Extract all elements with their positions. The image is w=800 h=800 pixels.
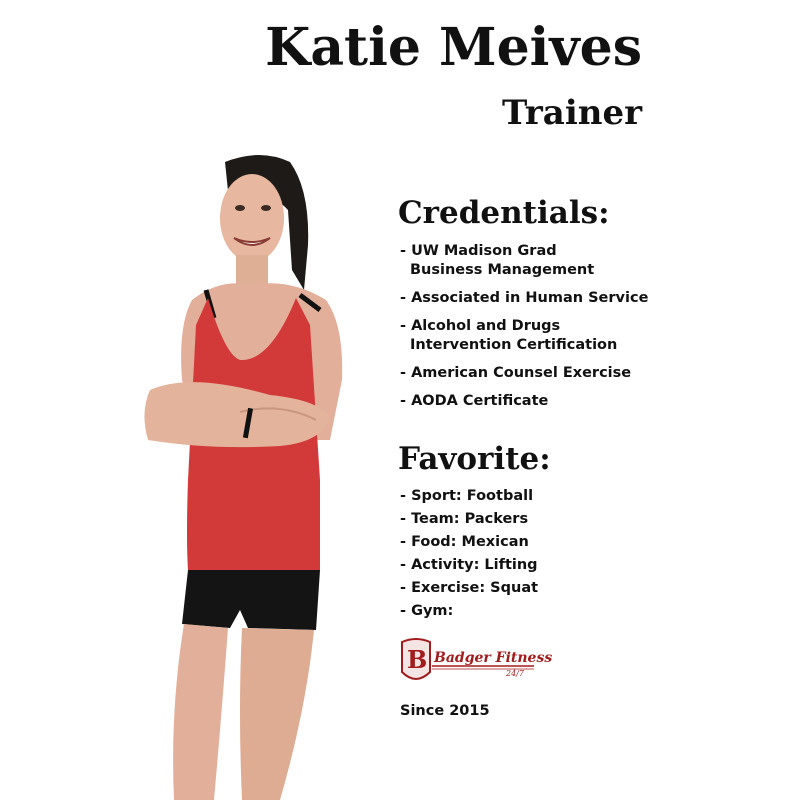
trainer-role: Trainer bbox=[502, 93, 642, 133]
favorite-item: - Exercise: Squat bbox=[400, 580, 539, 596]
legs bbox=[173, 624, 228, 800]
credential-item: - UW Madison Grad Business Management bbox=[400, 243, 595, 278]
favorite-item: - Sport: Football bbox=[400, 488, 534, 504]
favorite-list bbox=[400, 487, 538, 625]
svg-text:B: B bbox=[407, 645, 428, 674]
logo-subtitle: 24/7 bbox=[506, 669, 524, 678]
favorite-item: - Activity: Lifting bbox=[400, 557, 538, 573]
favorite-item: - Gym: bbox=[400, 603, 454, 619]
credential-item: - American Counsel Exercise bbox=[400, 365, 632, 381]
credential-item: - Associated in Human Service bbox=[400, 290, 649, 306]
badger-fitness-logo bbox=[398, 636, 553, 688]
favorite-title: Favorite: bbox=[398, 441, 551, 477]
favorite-item: - Team: Packers bbox=[400, 511, 529, 527]
shorts bbox=[182, 570, 320, 630]
credentials-list bbox=[400, 242, 648, 420]
logo-name: Badger Fitness bbox=[434, 650, 553, 666]
credential-item: - AODA Certificate bbox=[400, 393, 549, 409]
credential-item: - Alcohol and Drugs Intervention Certification bbox=[400, 318, 618, 353]
credentials-title: Credentials: bbox=[398, 195, 610, 231]
since-text: Since 2015 bbox=[400, 703, 490, 719]
face bbox=[220, 174, 284, 262]
trainer-photo bbox=[130, 150, 380, 800]
trainer-name: Katie Meives bbox=[265, 17, 642, 78]
favorite-item: - Food: Mexican bbox=[400, 534, 529, 550]
